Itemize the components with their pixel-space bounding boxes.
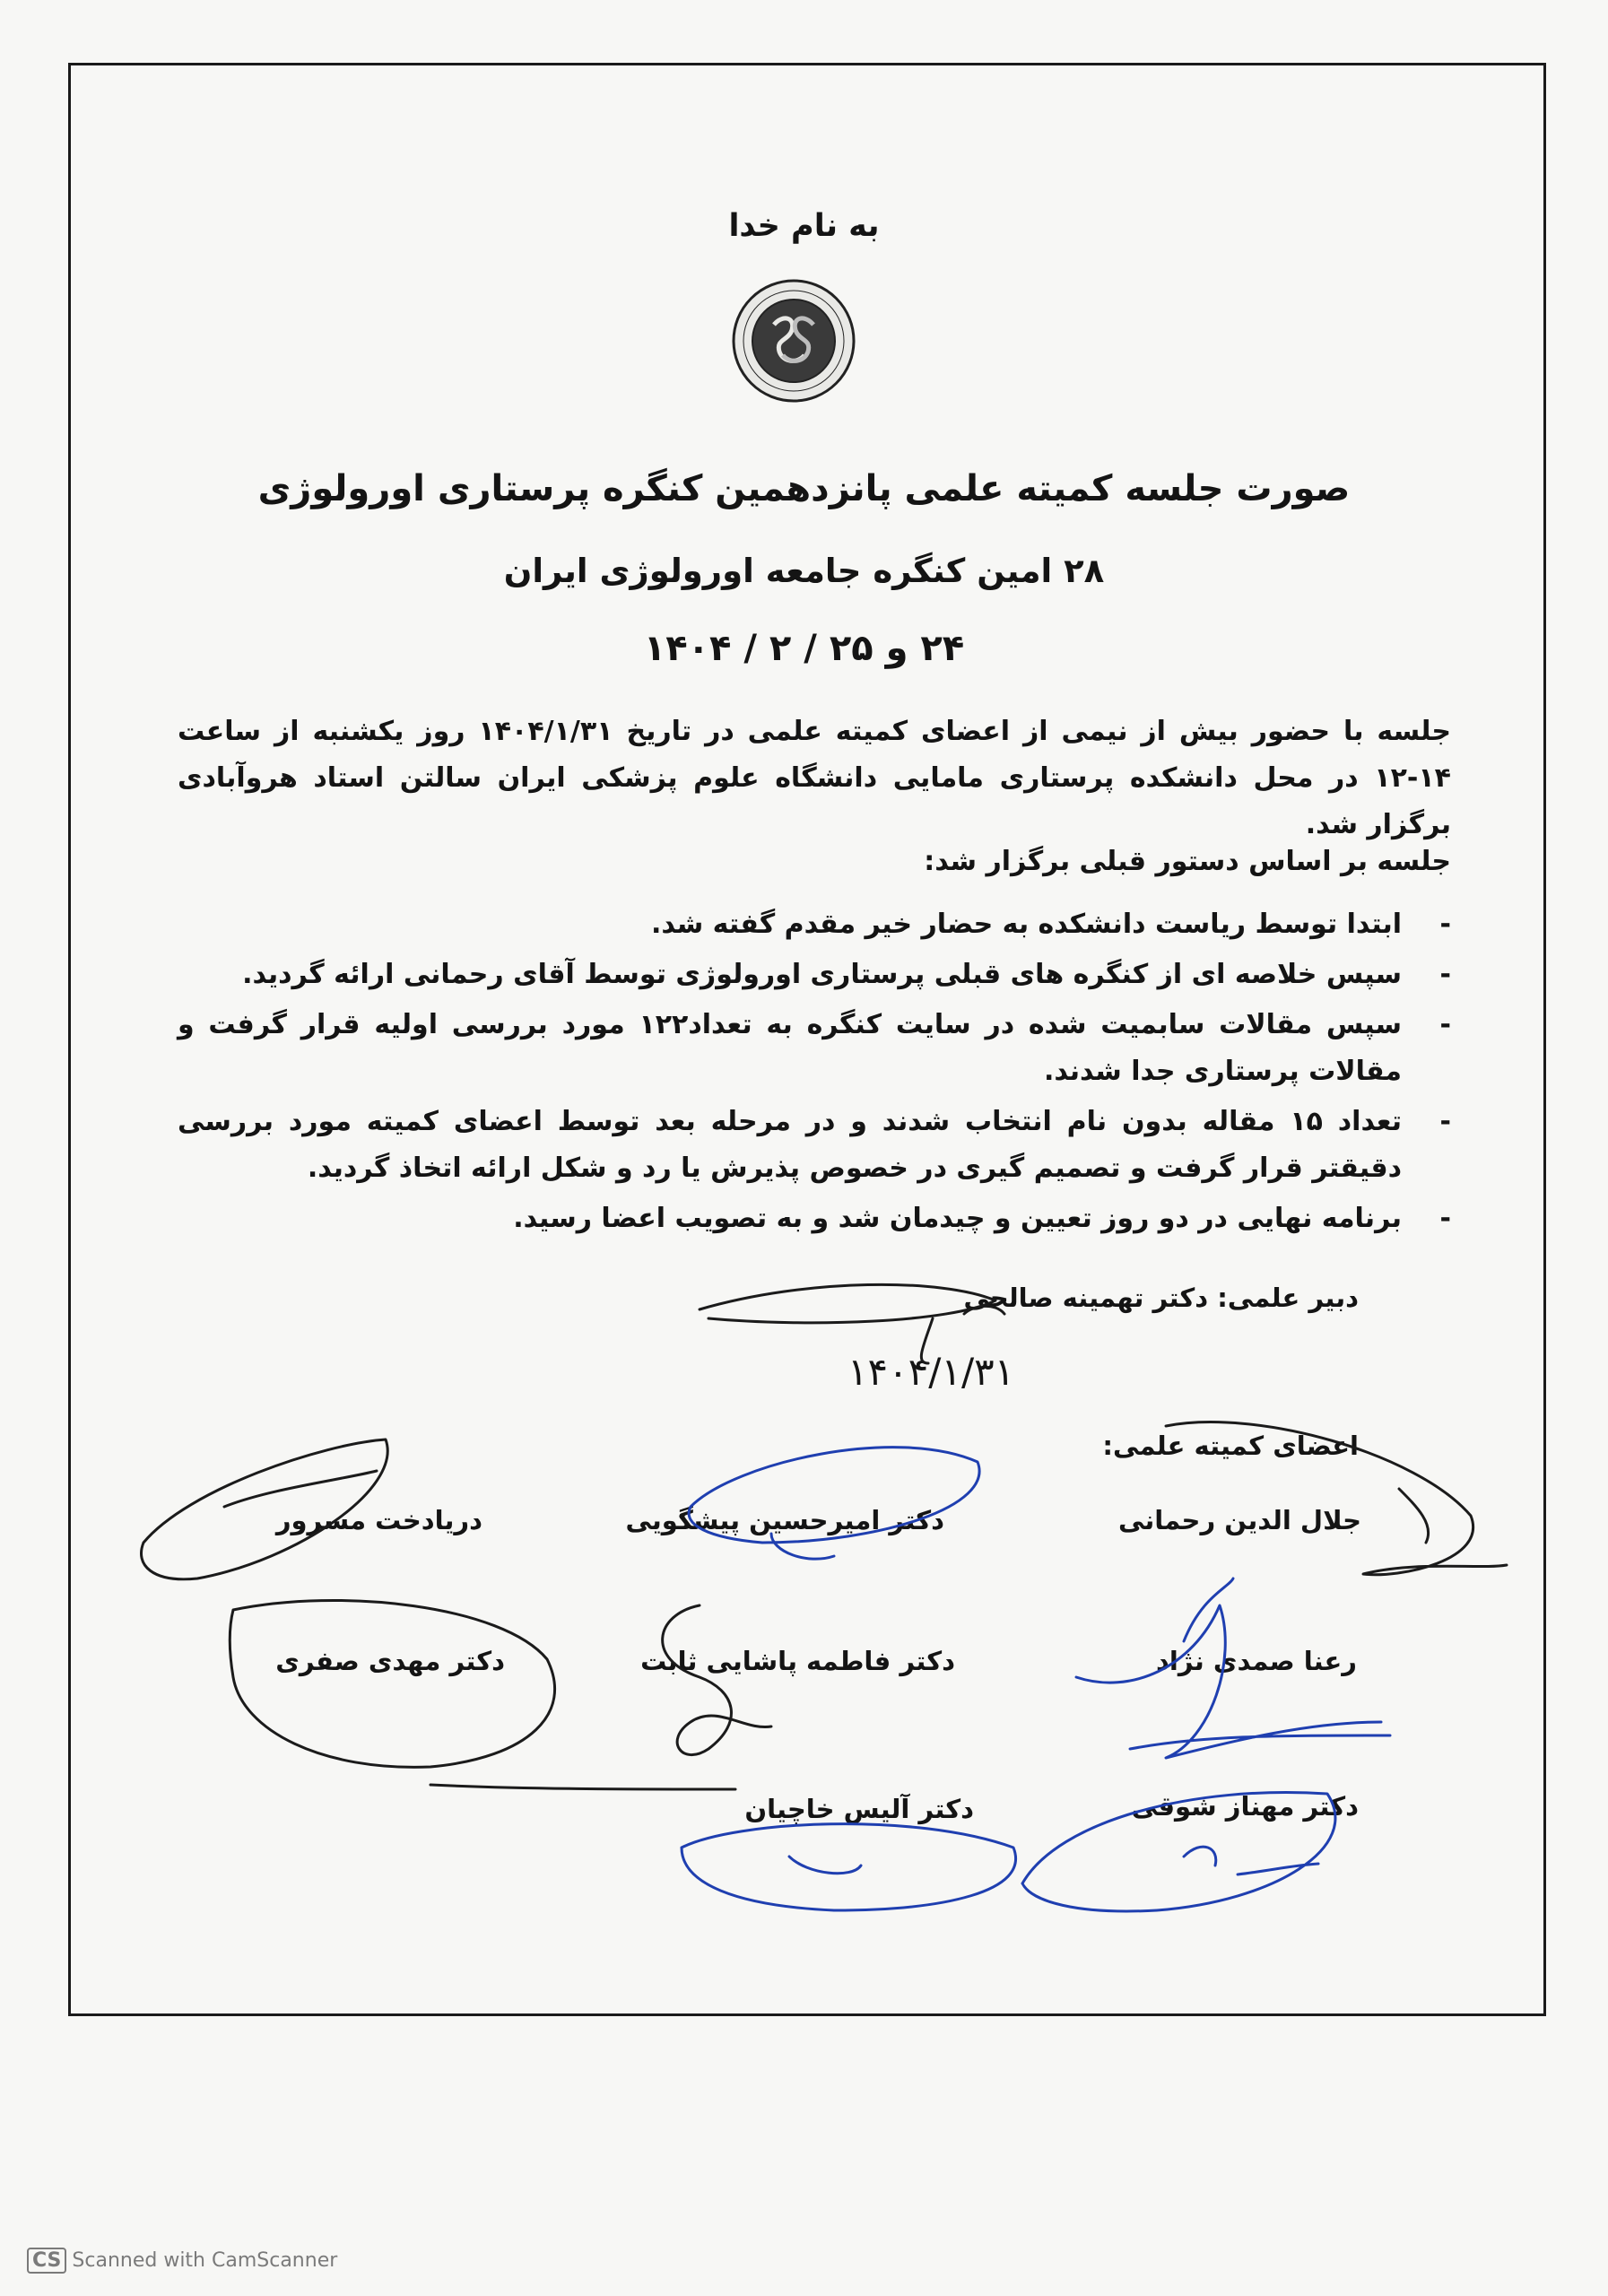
- member-name: رعنا صمدی نژاد: [1156, 1646, 1357, 1676]
- congress-dates: ۲۴ و ۲۵ / ۲ / ۱۴۰۴: [643, 628, 965, 669]
- list-item: - تعداد ۱۵ مقاله بدون نام انتخاب شدند و در مرحله بعد توسط اعضای کمیته مورد بررسی دقیقتر قرار گرفت و تصمیم گیری در خصوص پذیرش یا رد و شکل ارائه اتخاذ گردید.: [178, 1106, 1451, 1184]
- list-item: - برنامه نهایی در دو روز تعیین و چیدمان شد و به تصویب اعضا رسید.: [513, 1203, 1451, 1234]
- member-name: دکتر مهدی صفری: [275, 1646, 505, 1676]
- scanner-watermark: CS Scanned with CamScanner: [27, 2248, 337, 2274]
- basmala-heading: به نام خدا: [728, 208, 880, 244]
- agenda-list: [178, 901, 1451, 1246]
- urology-society-seal-icon: [731, 278, 856, 404]
- member-name: دکتر آلیس خاچیان: [744, 1794, 974, 1824]
- handwritten-date: ۱۴۰۴/۱/۳۱: [847, 1350, 1015, 1394]
- meeting-intro-paragraph: جلسه با حضور بیش از نیمی از اعضای کمیته علمی در تاریخ ۱۴۰۴/۱/۳۱ روز یکشنبه از ساعت ۱۴-۱۲ در محل دانشکده پرستاری مامایی دانشگاه علوم پزشکی ایران سالتن استاد هروآبادی برگزار شد.: [178, 716, 1451, 840]
- congress-subtitle: ۲۸ امین کنگره جامعه اورولوژی ایران: [503, 552, 1105, 590]
- scientific-secretary: دبیر علمی: دکتر تهمینه صالحی: [963, 1283, 1359, 1313]
- list-item: - ابتدا توسط ریاست دانشکده به حضار خیر مقدم گفته شد.: [650, 909, 1451, 940]
- committee-members-heading: اعضای کمیته علمی:: [1102, 1431, 1359, 1461]
- list-item: - سپس خلاصه ای از کنگره های قبلی پرستاری اورولوژی توسط آقای رحمانی ارائه گردید.: [242, 959, 1451, 990]
- member-name: دکتر مهناز شوقی: [1131, 1791, 1359, 1822]
- minutes-title: صورت جلسه کمیته علمی پانزدهمین کنگره پرستاری اورولوژی: [257, 468, 1351, 509]
- member-name: دریادخت مسرور: [275, 1505, 482, 1535]
- list-item: - سپس مقالات سابمیت شده در سایت کنگره به تعداد۱۲۲ مورد بررسی اولیه قرار گرفت و مقالات پرستاری جدا شدند.: [178, 1009, 1451, 1087]
- member-name: دکتر فاطمه پاشایی ثابت: [640, 1646, 955, 1676]
- member-name: دکتر امیرحسین پیشگویی: [625, 1505, 944, 1535]
- member-name: جلال الدین رحمانی: [1118, 1505, 1361, 1535]
- agenda-intro: جلسه بر اساس دستور قبلی برگزار شد:: [924, 846, 1451, 877]
